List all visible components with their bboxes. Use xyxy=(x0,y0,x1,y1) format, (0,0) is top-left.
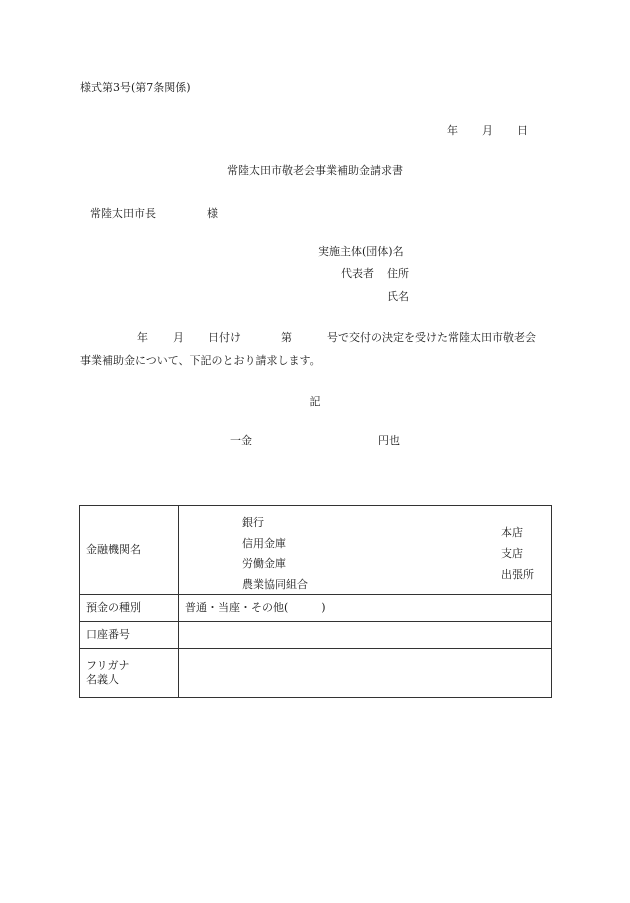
account-holder-label xyxy=(80,649,179,698)
deposit-type-label: 預金の種別 xyxy=(80,595,179,622)
body-number-suffix: 号で交付の決定を受けた常陸太田市敬老会 xyxy=(327,331,536,344)
bank-type-bank: 銀行 xyxy=(242,516,264,529)
bank-type-shinkin: 信用金庫 xyxy=(242,536,286,550)
financial-institution-cell[interactable] xyxy=(179,506,552,595)
branch-type-sub-branch: 出張所 xyxy=(501,568,534,581)
bank-account-table xyxy=(79,505,552,698)
bank-type-list xyxy=(242,513,308,595)
body-day: 日付け xyxy=(208,331,241,344)
amount-prefix: 一金 xyxy=(230,434,252,447)
body-line-2: 事業補助金について、下記のとおり請求します。 xyxy=(80,354,321,367)
form-code: 様式第3号(第7条関係) xyxy=(80,81,191,94)
bank-type-ja: 農業協同組合 xyxy=(242,577,308,591)
addressee-suffix: 様 xyxy=(207,207,218,220)
note-marker: 記 xyxy=(309,395,321,408)
account-holder-field[interactable] xyxy=(179,649,552,698)
table-row-account-number xyxy=(80,622,552,649)
branch-type-list xyxy=(501,522,534,585)
body-month: 月 xyxy=(173,331,184,344)
financial-institution-label: 金融機関名 xyxy=(80,506,179,595)
furigana-label: フリガナ xyxy=(86,659,130,672)
amount-suffix: 円也 xyxy=(378,434,400,447)
date-year-label: 年 xyxy=(447,124,458,137)
account-holder-name-label: 名義人 xyxy=(86,673,119,686)
table-row-financial-institution xyxy=(80,506,552,595)
applicant-org-label: 実施主体(団体)名 xyxy=(318,245,404,258)
table-row-account-holder xyxy=(80,649,552,698)
date-day-label: 日 xyxy=(517,124,528,137)
account-number-label: 口座番号 xyxy=(80,622,179,649)
bank-type-rokin: 労働金庫 xyxy=(242,557,286,570)
addressee-name: 常陸太田市長 xyxy=(90,207,156,220)
applicant-rep-label: 代表者 xyxy=(341,267,374,280)
branch-type-branch: 支店 xyxy=(501,547,523,560)
table-row-deposit-type xyxy=(80,595,552,622)
account-number-field[interactable] xyxy=(179,622,552,649)
date-month-label: 月 xyxy=(482,124,493,137)
branch-type-head-office: 本店 xyxy=(501,526,523,539)
applicant-name-label: 氏名 xyxy=(387,290,409,303)
body-year: 年 xyxy=(137,331,148,344)
body-number-prefix: 第 xyxy=(281,331,292,344)
applicant-address-label: 住所 xyxy=(387,267,409,280)
deposit-type-value[interactable]: 普通・当座・その他( ) xyxy=(179,595,552,622)
document-title: 常陸太田市敬老会事業補助金請求書 xyxy=(227,164,403,177)
